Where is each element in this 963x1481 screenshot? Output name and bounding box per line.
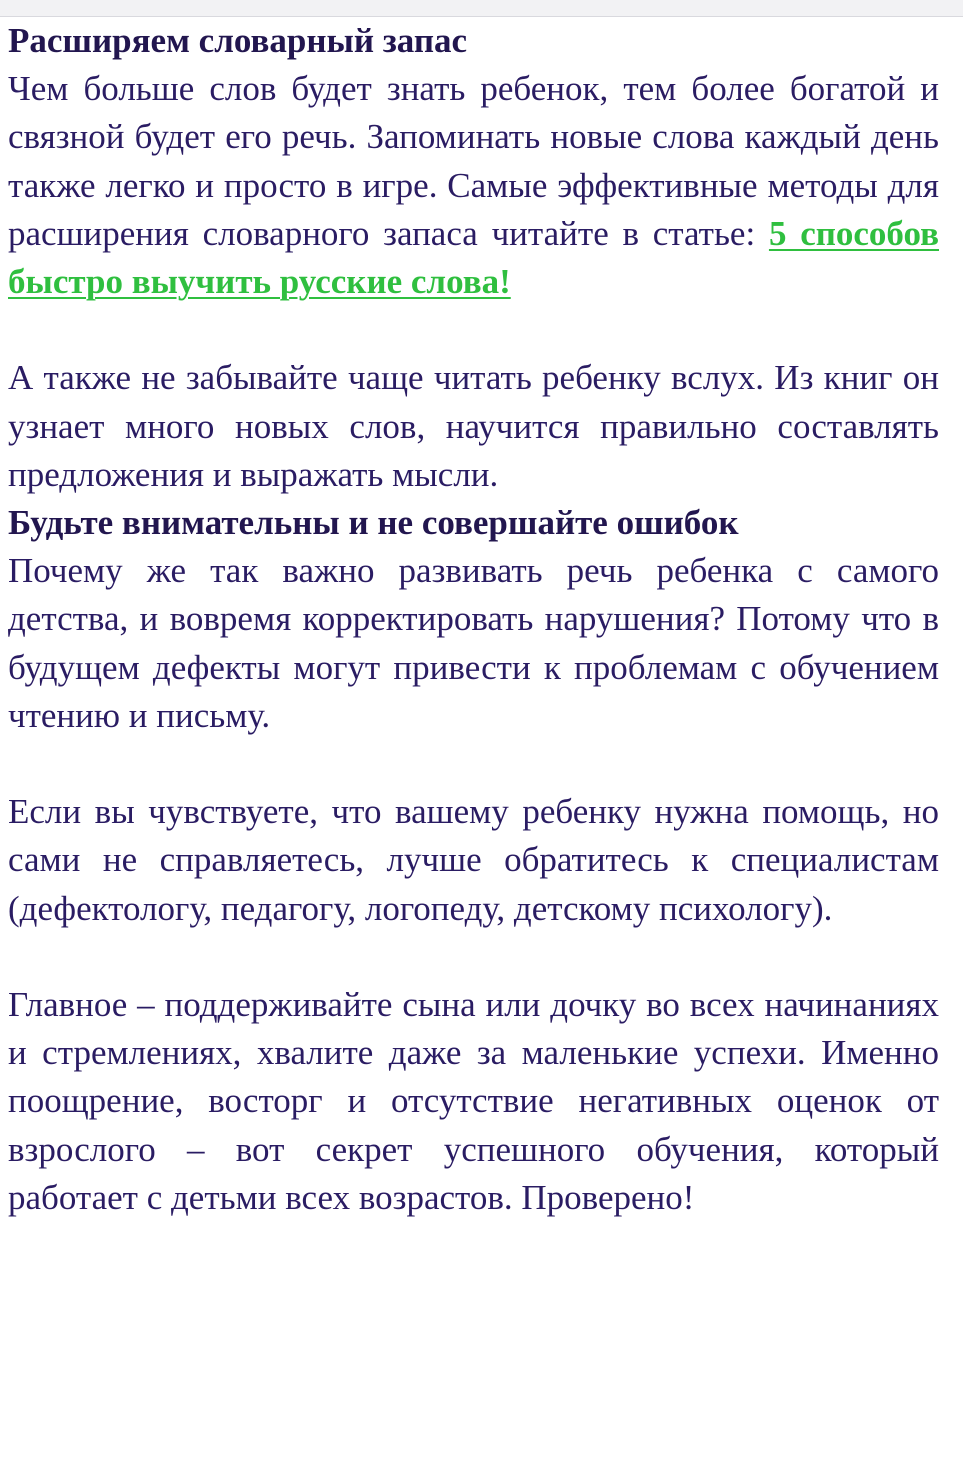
- paragraph-vocabulary-intro: [8, 65, 939, 306]
- paragraph-vocabulary-intro-text: Чем больше слов будет знать ребенок, тем более богатой и связной будет его речь. Запоминать новые слова каждый день также легко и просто в игре. Самые эффективные методы для расширения словарного запаса читайте в статье:: [8, 69, 939, 253]
- paragraph-reading-aloud: А также не забывайте чаще читать ребенку вслух. Из книг он узнает много новых слов, научится правильно составлять предложения и выражать мысли.: [8, 358, 939, 494]
- paragraph-support-child: Главное – поддерживайте сына или дочку во всех начинаниях и стремлениях, хвалите даже за маленькие успехи. Именно поощрение, восторг и отсутствие негативных оценок от взрослого – вот секрет успешного обучения, который работает с детьми всех возрастов. Проверено!: [8, 985, 939, 1217]
- heading-vocabulary: Расширяем словарный запас: [8, 21, 468, 60]
- article-link-5-ways[interactable]: 5 способов быстро выучить русские слова!: [8, 213, 939, 302]
- paragraph-specialists: Если вы чувствуете, что вашему ребенку нужна помощь, но сами не справляетесь, лучше обратитесь к специалистам (дефектологу, педагогу, логопеду, детскому психологу).: [8, 792, 939, 928]
- paragraph-why-important: Почему же так важно развивать речь ребенка с самого детства, и вовремя корректировать нарушения? Потому что в будущем дефекты могут привести к проблемам с обучением чтению и письму.: [8, 551, 939, 735]
- paragraph-spacer: [8, 933, 939, 981]
- article-body: [8, 17, 939, 1222]
- paragraph-spacer: [8, 740, 939, 788]
- paragraph-spacer: [8, 306, 939, 354]
- browser-top-bar: [0, 0, 963, 17]
- heading-avoid-mistakes: Будьте внимательны и не совершайте ошибок: [8, 503, 739, 543]
